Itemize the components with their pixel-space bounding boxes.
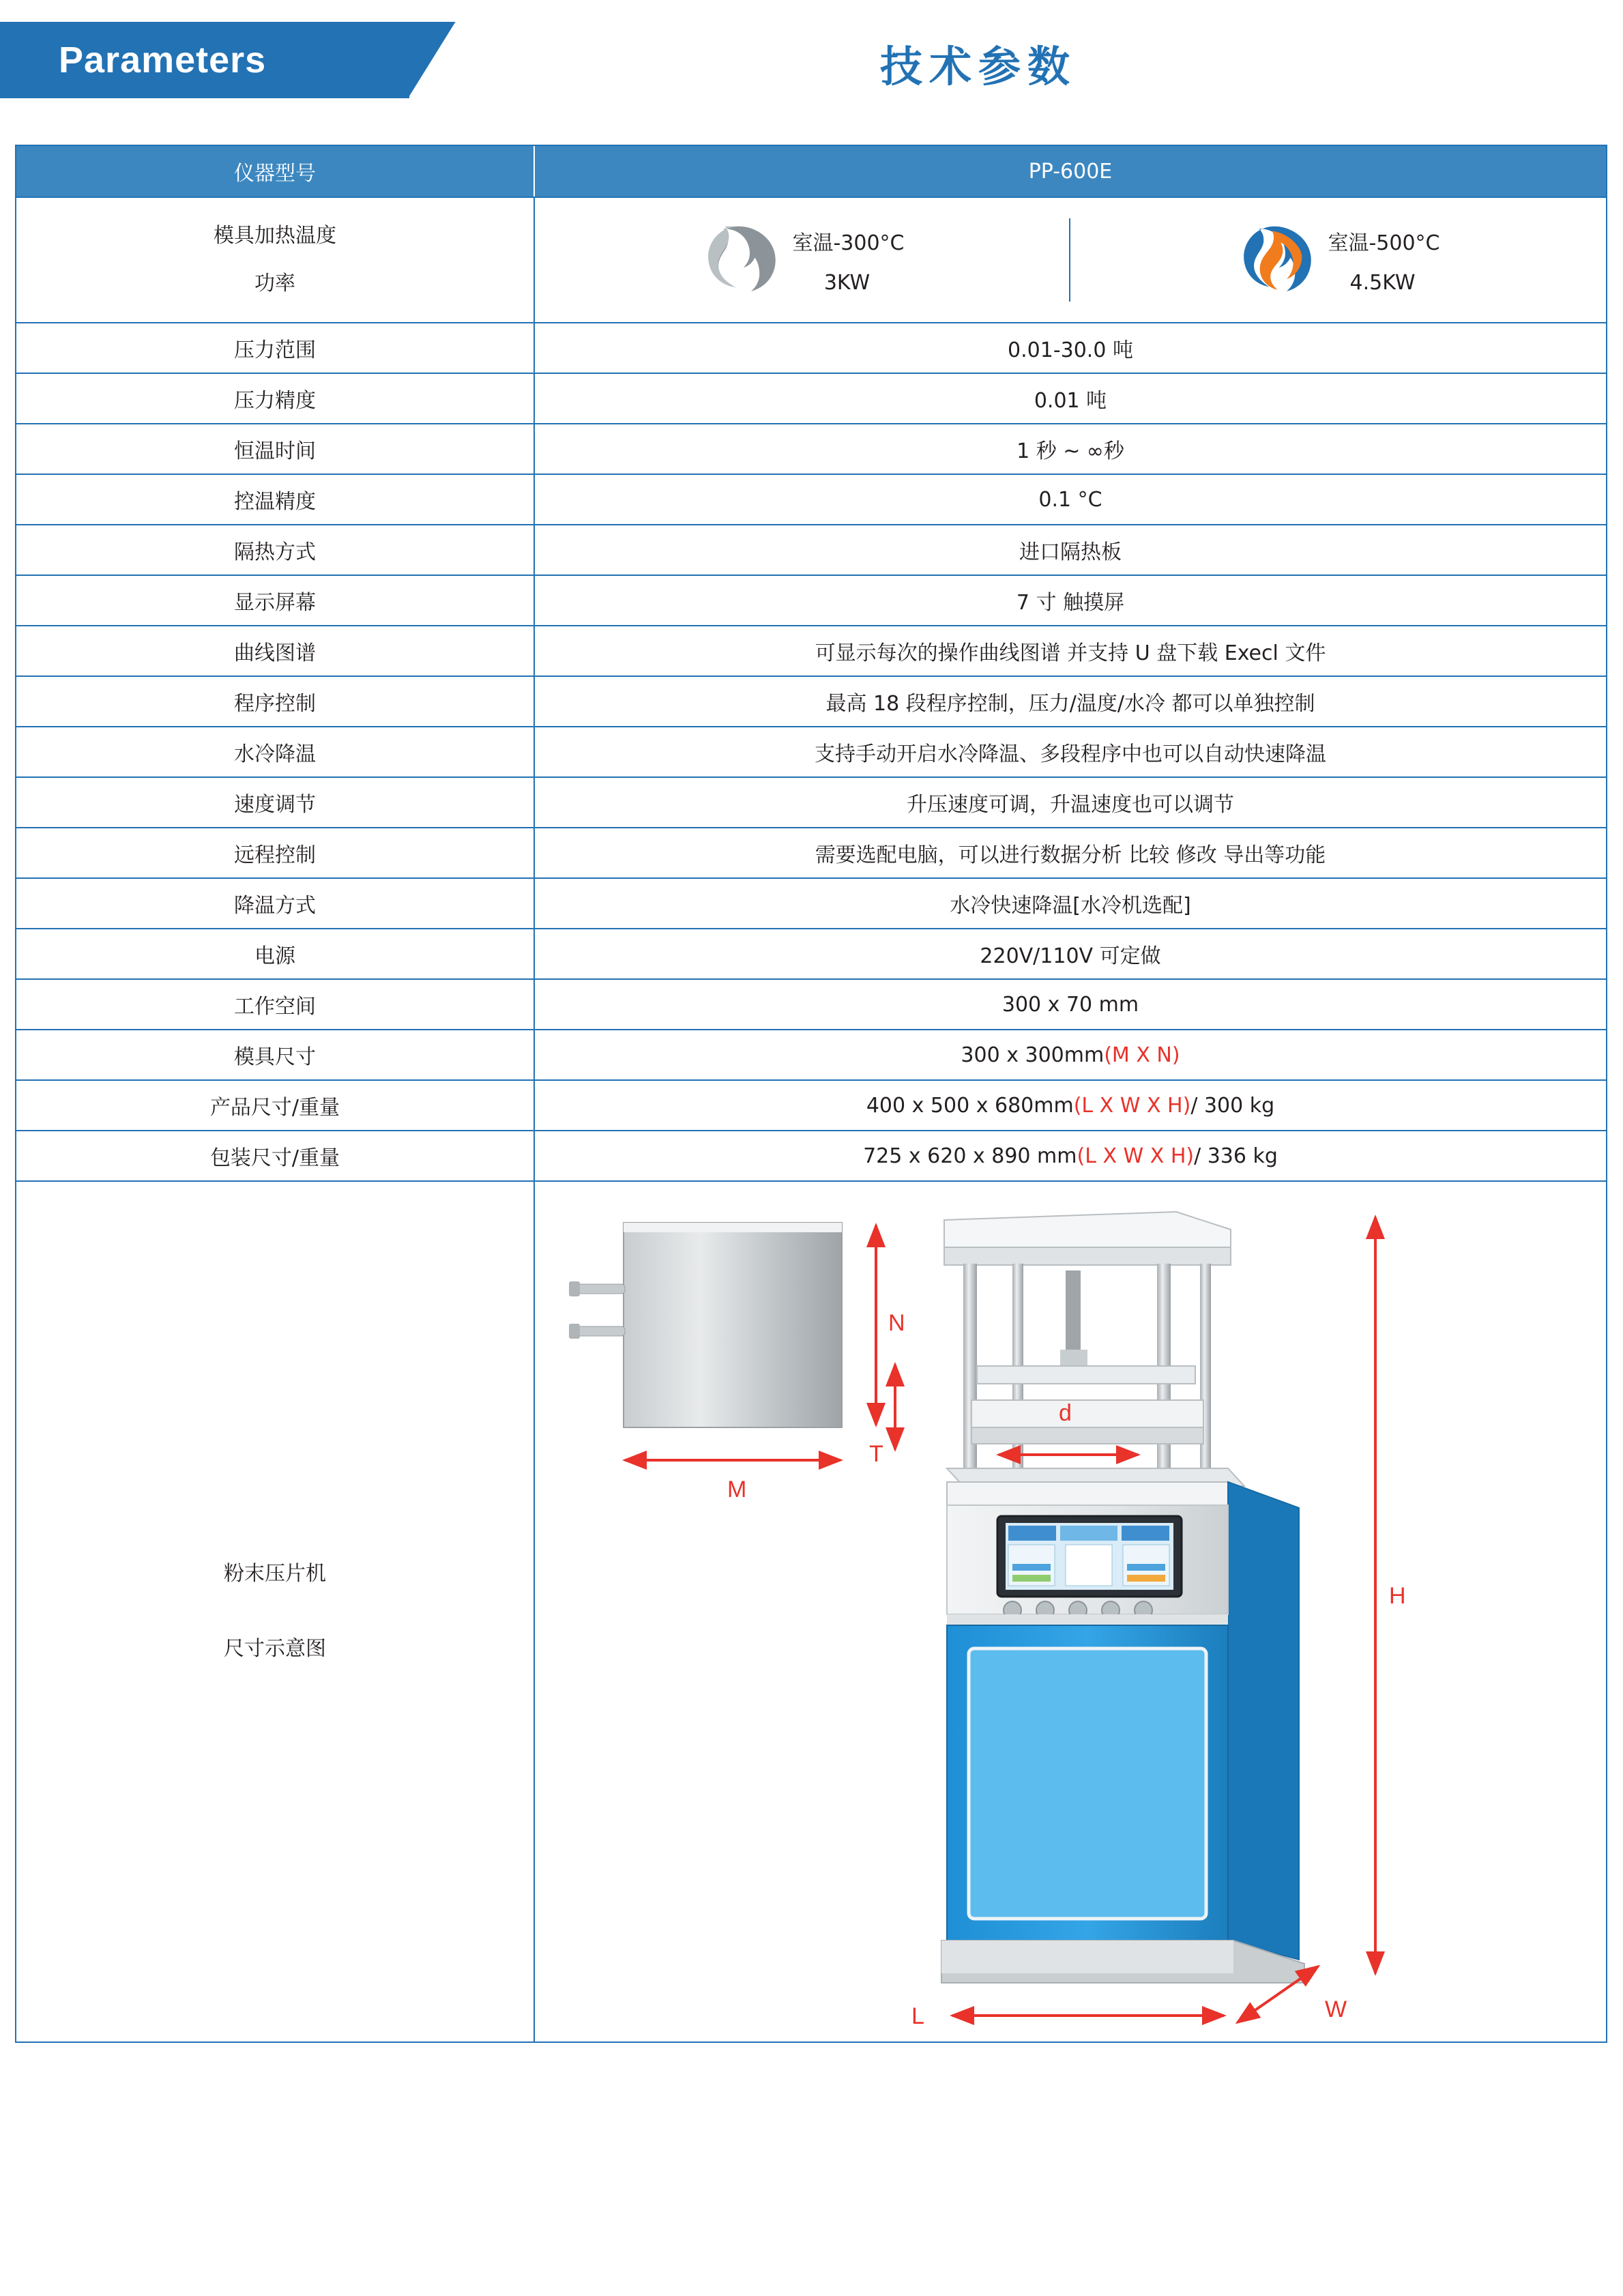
row-value: 0.01-30.0 吨 xyxy=(1008,338,1133,362)
row-value-post: / 336 kg xyxy=(1194,1144,1278,1168)
temperature-value-gray: 室温-300°C xyxy=(792,231,905,255)
row-label: 电源 xyxy=(16,929,535,978)
row-value: 0.1 °C xyxy=(1038,487,1102,512)
table-row xyxy=(16,980,1606,1030)
dimension-label-w: W xyxy=(1325,1996,1347,2022)
row-label: 包装尺寸/重量 xyxy=(16,1131,535,1180)
table-row xyxy=(16,626,1606,677)
dimension-label-m: M xyxy=(727,1477,747,1502)
row-label: 程序控制 xyxy=(16,677,535,726)
row-value: 220V/110V 可定做 xyxy=(980,944,1161,968)
page-header xyxy=(0,0,1623,134)
temperature-label-line1: 模具加热温度 xyxy=(214,224,336,248)
row-value-dim-mark: (M X N) xyxy=(1104,1043,1180,1067)
table-header-row xyxy=(16,146,1606,198)
temperature-values xyxy=(535,198,1606,322)
temperature-value-orange: 室温-500°C xyxy=(1328,231,1440,255)
row-label: 降温方式 xyxy=(16,879,535,928)
table-row xyxy=(16,374,1606,424)
table-row-diagram xyxy=(16,1182,1606,2043)
dimension-diagram xyxy=(535,1182,1606,2041)
diagram-label-line2: 尺寸示意图 xyxy=(224,1637,326,1661)
row-value: 进口隔热板 xyxy=(1019,540,1122,564)
table-row xyxy=(16,475,1606,525)
row-value: 可显示每次的操作曲线图谱 并支持 U 盘下载 Execl 文件 xyxy=(815,641,1326,665)
table-row xyxy=(16,576,1606,626)
page-title-cn: 技术参数 xyxy=(880,42,1077,91)
table-header-value: PP-600E xyxy=(1028,159,1113,184)
page-title-en: Parameters xyxy=(59,40,267,81)
table-row xyxy=(16,778,1606,828)
table-row xyxy=(16,727,1606,778)
temperature-option-gray xyxy=(535,198,1070,322)
row-value-dim-mark: (L X W X H) xyxy=(1077,1144,1195,1168)
table-row xyxy=(16,1030,1606,1081)
flame-icon-orange xyxy=(1236,222,1313,298)
row-value: 需要选配电脑，可以进行数据分析 比较 修改 导出等功能 xyxy=(815,843,1326,867)
table-row xyxy=(16,424,1606,475)
row-value: 0.01 吨 xyxy=(1034,389,1107,413)
table-header-label: 仪器型号 xyxy=(16,146,535,197)
row-value: 1 秒 ~ ∞秒 xyxy=(1017,439,1124,463)
dimension-label-d: d xyxy=(1059,1400,1072,1426)
row-label: 工作空间 xyxy=(16,980,535,1029)
row-value: 7 寸 触摸屏 xyxy=(1016,591,1125,615)
temperature-option-orange xyxy=(1070,198,1606,322)
power-value-gray: 3KW xyxy=(823,270,871,295)
row-label: 隔热方式 xyxy=(16,525,535,575)
table-row xyxy=(16,1081,1606,1131)
row-label: 曲线图谱 xyxy=(16,626,535,675)
row-label: 恒温时间 xyxy=(16,424,535,474)
temperature-label xyxy=(16,198,535,322)
table-row xyxy=(16,879,1606,929)
row-label: 显示屏幕 xyxy=(16,576,535,625)
row-value xyxy=(535,1030,1606,1079)
table-row xyxy=(16,1131,1606,1182)
press-machine-illustration xyxy=(941,1212,1304,1983)
row-value-post: / 300 kg xyxy=(1190,1093,1275,1118)
table-row xyxy=(16,525,1606,576)
row-label: 压力精度 xyxy=(16,374,535,423)
diagram-label xyxy=(16,1182,535,2041)
row-label: 远程控制 xyxy=(16,828,535,877)
header-banner-slant xyxy=(408,22,490,98)
temperature-text-orange xyxy=(1325,226,1439,295)
dimension-label-h: H xyxy=(1389,1583,1406,1609)
row-label: 产品尺寸/重量 xyxy=(16,1081,535,1130)
temperature-label-line2: 功率 xyxy=(254,272,295,295)
row-label: 压力范围 xyxy=(16,323,535,373)
row-value-pre: 300 x 300mm xyxy=(961,1043,1105,1067)
temperature-text-gray xyxy=(789,226,904,295)
row-value-dim-mark: (L X W X H) xyxy=(1073,1093,1191,1118)
row-value xyxy=(535,1081,1606,1130)
row-value: 支持手动开启水冷降温、多段程序中也可以自动快速降温 xyxy=(815,742,1326,766)
flame-icon-gray xyxy=(701,222,777,298)
dimension-label-t: T xyxy=(869,1441,883,1467)
row-value: 300 x 70 mm xyxy=(1001,992,1139,1017)
row-label: 模具尺寸 xyxy=(16,1030,535,1079)
row-value: 水冷快速降温[水冷机选配] xyxy=(950,894,1191,918)
row-value: 最高 18 段程序控制，压力/温度/水冷 都可以单独控制 xyxy=(825,692,1315,716)
row-value: 升压速度可调，升温速度也可以调节 xyxy=(907,793,1234,817)
dimension-diagram-svg xyxy=(535,1182,1606,2041)
row-value-pre: 725 x 620 x 890 mm xyxy=(863,1144,1077,1168)
row-label: 速度调节 xyxy=(16,778,535,827)
dimension-label-n: N xyxy=(888,1310,905,1336)
parameters-table xyxy=(15,145,1607,2043)
diagram-label-line1: 粉末压片机 xyxy=(224,1562,326,1586)
mold-plate-illustration xyxy=(569,1223,842,1427)
table-row-temperature xyxy=(16,198,1606,323)
dimension-label-l: L xyxy=(911,2003,924,2029)
row-label: 控温精度 xyxy=(16,475,535,524)
row-label: 水冷降温 xyxy=(16,727,535,776)
table-row xyxy=(16,323,1606,374)
table-row xyxy=(16,677,1606,727)
table-row xyxy=(16,929,1606,980)
table-row xyxy=(16,828,1606,879)
row-value xyxy=(535,1131,1606,1180)
row-value-pre: 400 x 500 x 680mm xyxy=(866,1093,1074,1118)
power-value-orange: 4.5KW xyxy=(1349,270,1416,295)
